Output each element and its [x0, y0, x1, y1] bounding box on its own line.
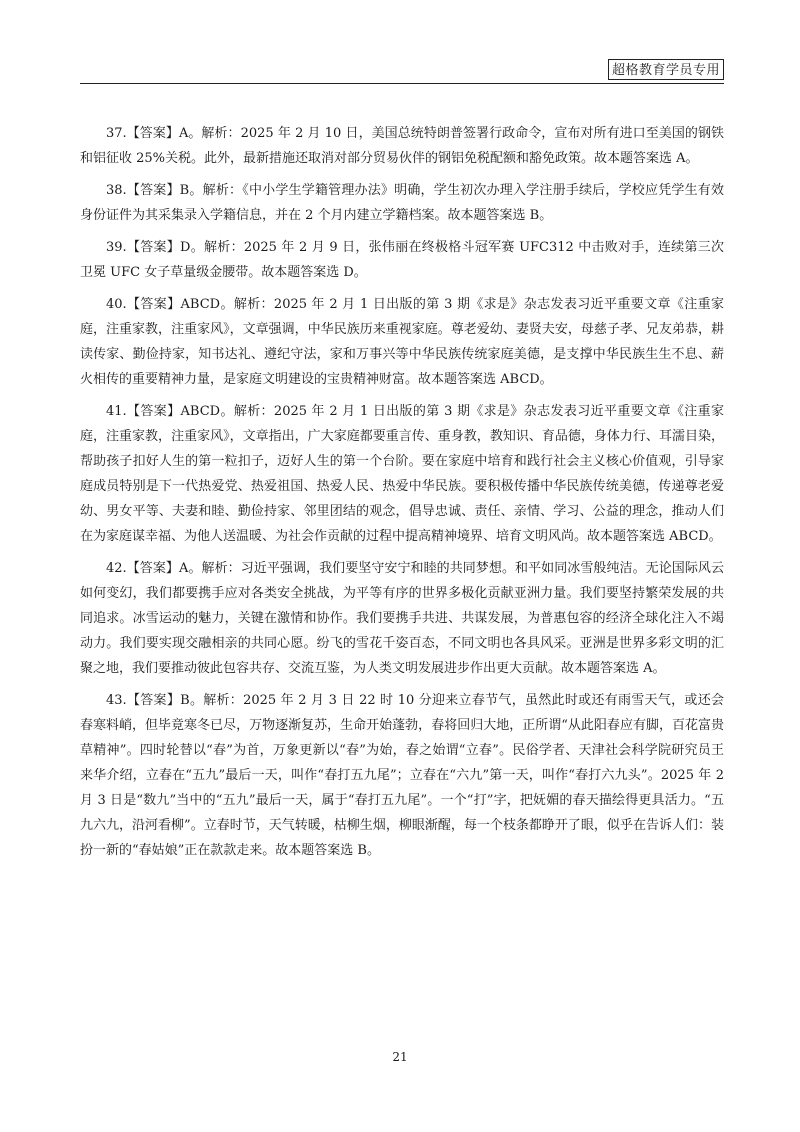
header-divider	[80, 83, 724, 84]
answer-item-43: 43.【答案】B。解析：2025 年 2 月 3 日 22 时 10 分迎来立春节气，虽然此时或还有雨雪天气，或还会春寒料峭，但毕竟寒冬已尽，万物逐渐复苏，生命开始蓬勃，春将回归大地，正所谓“从此阳春应有脚，百花富贵草精神”。四时轮替以“春”为首，万象更新以“春”为始，春之始谓“立春”。民俗学者、天津社会科学院研究员王来华介绍，立春在“五九”最后一天，叫作“春打五九尾”；立春在“六九”第一天，叫作“春打六九头”。2025 年 2 月 3 日是“数九”当中的“五九”最后一天，属于“春打五九尾”。一个“打”字，把妩媚的春天描绘得更具活力。“五九六九，沿河看柳”。立春时节，天气转暖，枯柳生烟，柳眼渐醒，每一个枝条都睁开了眼，似乎在告诉人们：装扮一新的“春姑娘”正在款款走来。故本题答案选 B。	[80, 693, 724, 858]
answer-item-37: 37.【答案】A。解析：2025 年 2 月 10 日，美国总统特朗普签署行政命令，宣布对所有进口至美国的钢铁和铝征收 25%关税。此外，最新措施还取消对部分贸易伙伴的钢铝免税配额和豁免政策。故本题答案选 A。	[80, 126, 724, 166]
header-label: 超格教育学员专用	[608, 59, 724, 80]
answer-item-39: 39.【答案】D。解析：2025 年 2 月 9 日，张伟丽在终极格斗冠军赛 UFC312 中击败对手，连续第三次卫冕 UFC 女子草量级金腰带。故本题答案选 D。	[80, 240, 724, 280]
answer-item-41: 41.【答案】ABCD。解析：2025 年 2 月 1 日出版的第 3 期《求是》杂志发表习近平重要文章《注重家庭，注重家教，注重家风》，文章指出，广大家庭都要重言传、重身教，教知识、育品德，身体力行、耳濡目染，帮助孩子扣好人生的第一粒扣子，迈好人生的第一个台阶。要在家庭中培育和践行社会主义核心价值观，引导家庭成员特别是下一代热爱党、热爱祖国、热爱人民、热爱中华民族。要积极传播中华民族传统美德，传递尊老爱幼、男女平等、夫妻和睦、勤俭持家、邻里团结的观念，倡导忠诚、责任、亲情、学习、公益的理念，推动人们在为家庭谋幸福、为他人送温暖、为社会作贡献的过程中提高精神境界、培育文明风尚。故本题答案选 ABCD。	[80, 404, 724, 544]
answer-item-40: 40.【答案】ABCD。解析：2025 年 2 月 1 日出版的第 3 期《求是》杂志发表习近平重要文章《注重家庭，注重家教，注重家风》，文章强调，中华民族历来重视家庭。尊老爱幼、妻贤夫安，母慈子孝、兄友弟恭，耕读传家、勤俭持家，知书达礼、遵纪守法，家和万事兴等中华民族传统家庭美德，是支撑中华民族生生不息、薪火相传的重要精神力量，是家庭文明建设的宝贵精神财富。故本题答案选 ABCD。	[80, 297, 724, 387]
answer-item-38: 38.【答案】B。解析：《中小学生学籍管理办法》明确，学生初次办理入学注册手续后，学校应凭学生有效身份证件为其采集录入学籍信息，并在 2 个月内建立学籍档案。故本题答案选 B。	[80, 183, 724, 223]
answer-explanations	[80, 121, 724, 870]
answer-item-42: 42.【答案】A。解析：习近平强调，我们要坚守安宁和睦的共同梦想。和平如同冰雪般纯洁。无论国际风云如何变幻，我们都要携手应对各类安全挑战，为平等有序的世界多极化贡献亚洲力量。我们要坚持繁荣发展的共同追求。冰雪运动的魅力，关键在激情和协作。我们要携手共进、共谋发展，为普惠包容的经济全球化注入不竭动力。我们要实现交融相亲的共同心愿。纷飞的雪花千姿百态，不同文明也各具风采。亚洲是世界多彩文明的汇聚之地，我们要推动彼此包容共存、交流互鉴，为人类文明发展进步作出更大贡献。故本题答案选 A。	[80, 561, 724, 676]
page-number: 21	[392, 1050, 408, 1064]
